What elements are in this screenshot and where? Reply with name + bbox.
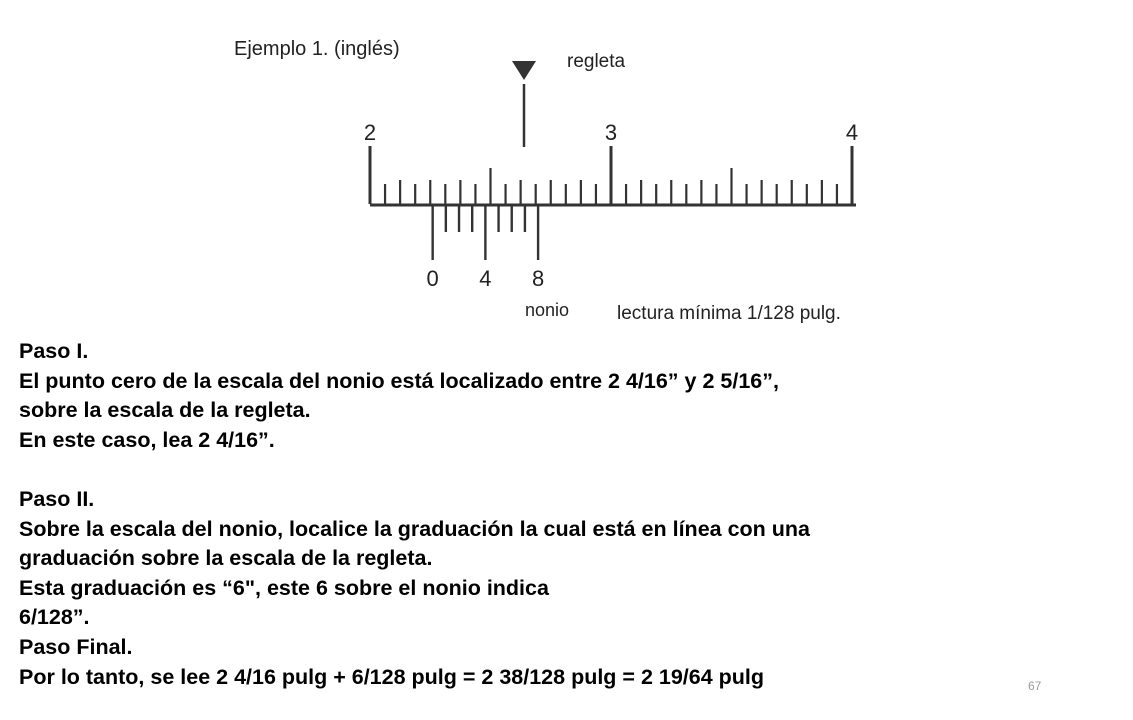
vernier-scale: [427, 206, 545, 291]
main-scale-label: 4: [845, 120, 859, 145]
paso-final-line-1: Por lo tanto, se lee 2 4/16 pulg + 6/128 pulg = 2 38/128 pulg = 2 19/64 pulg: [19, 664, 765, 689]
paso-1-line-2: sobre la escala de la regleta.: [19, 398, 311, 423]
nonio-label: nonio: [525, 300, 570, 320]
paso-2-line-4: 6/128”.: [19, 605, 90, 630]
instruction-text: [19, 337, 1119, 692]
main-scale-label: 3: [604, 120, 618, 145]
paso-2-line-2: graduación sobre la escala de la regleta.: [19, 546, 433, 571]
vernier-scale-label: 0: [426, 266, 439, 291]
paso-final-title: Paso Final.: [19, 634, 133, 659]
regleta-label: regleta: [567, 51, 626, 72]
vernier-scale-label: 8: [531, 266, 545, 291]
paso-2-line-1: Sobre la escala del nonio, localice la graduación la cual está en línea con una: [19, 516, 810, 541]
paso-2-line-3: Esta graduación es “6", este 6 sobre el nonio indica: [19, 575, 549, 600]
lectura-minima-label: lectura mínima 1/128 pulg.: [617, 303, 841, 324]
paragraph-gap: [19, 455, 1119, 485]
pointer-triangle: [512, 61, 536, 80]
vernier-caliper-diagram: [0, 0, 1133, 335]
vernier-scale-label: 4: [479, 266, 492, 291]
paso-1-line-1: El punto cero de la escala del nonio está localizado entre 2 4/16” y 2 5/16”,: [19, 368, 779, 393]
main-scale-label: 2: [363, 120, 377, 145]
figure-title: Ejemplo 1. (inglés): [234, 38, 400, 60]
main-scale: [364, 120, 858, 204]
page-number: 67: [1028, 679, 1042, 693]
paso-1-line-3: En este caso, lea 2 4/16”.: [19, 427, 275, 452]
paso-1-title: Paso I.: [19, 339, 89, 363]
paso-2-title: Paso II.: [19, 486, 95, 511]
